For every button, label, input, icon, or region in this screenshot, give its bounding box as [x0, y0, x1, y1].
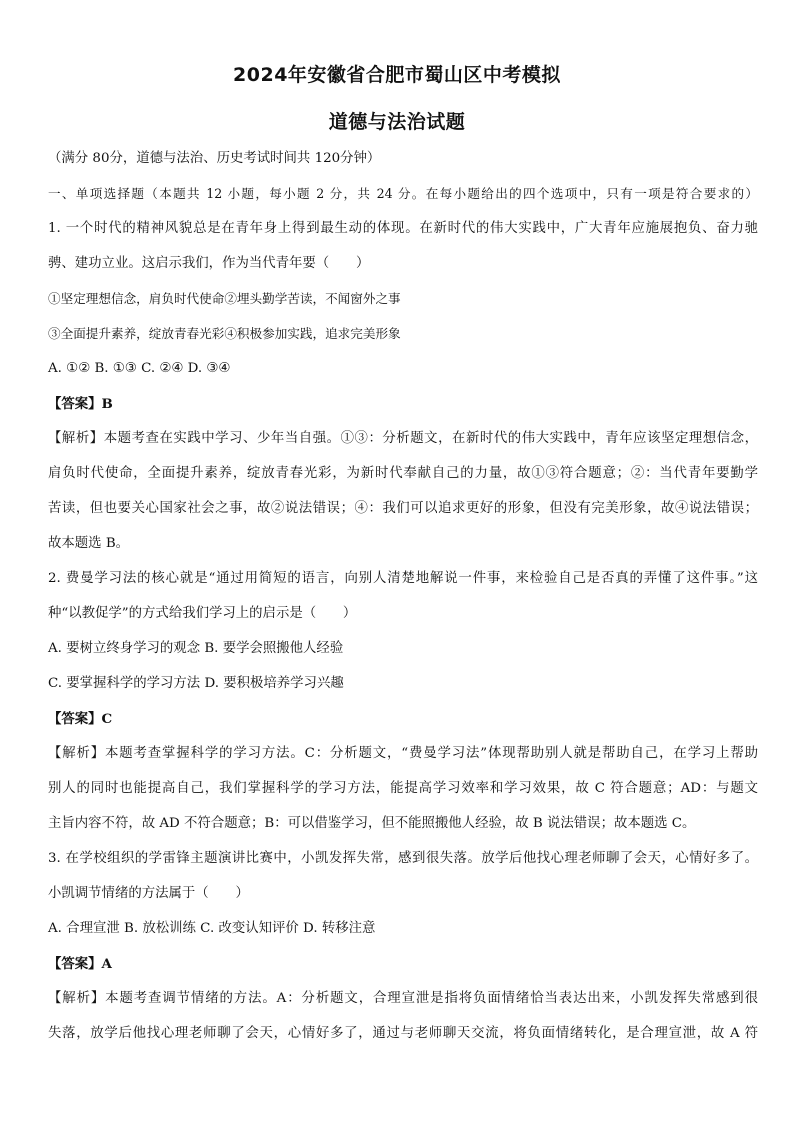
q1-explanation-line-4: 故本题选 B。: [48, 536, 130, 551]
q1-explanation-line-2: 肩负时代使命，全面提升素养，绽放青春光彩，为新时代奉献自己的力量，故①③符合题意；②：当代青年要勤学: [48, 466, 758, 481]
q3-answer: 【答案】A: [48, 956, 112, 972]
q3-stem-line-1: 3. 在学校组织的学雷锋主题演讲比赛中，小凯发挥失常，感到很失落。放学后他找心理老师聊了会天，心情好多了。: [48, 851, 758, 866]
q1-stem-line-1: 1. 一个时代的精神风貌总是在青年身上得到最生动的体现。在新时代的伟大实践中，广大青年应施展抱负、奋力驰: [48, 221, 758, 236]
page-subtitle: 道德与法治试题: [328, 111, 466, 133]
q1-item-line-2: ③全面提升素养，绽放青春光彩④积极参加实践，追求完美形象: [48, 326, 401, 341]
q1-options: A. ①② B. ①③ C. ②④ D. ③④: [48, 361, 231, 376]
section-heading: 一、单项选择题（本题共 12 小题，每小题 2 分，共 24 分。在每小题给出的四个选项中，只有一项是符合要求的）: [48, 186, 758, 201]
q2-options-line-1: A. 要树立终身学习的观念 B. 要学会照搬他人经验: [48, 641, 344, 656]
page-title: 2024年安徽省合肥市蜀山区中考模拟: [233, 64, 561, 86]
q2-explanation-line-1: 【解析】本题考查掌握科学的学习方法。C：分析题文，“费曼学习法”体现帮助别人就是帮助自己，在学习上帮助: [48, 746, 758, 761]
q2-options-line-2: C. 要掌握科学的学习方法 D. 要积极培养学习兴趣: [48, 676, 344, 691]
q3-stem-line-2: 小凯调节情绪的方法属于（ ）: [48, 886, 249, 901]
q2-stem-line-2: 种“以教促学”的方式给我们学习上的启示是（ ）: [48, 606, 357, 621]
q2-explanation-line-3: 主旨内容不符，故 AD 不符合题意；B：可以借鉴学习，但不能照搬他人经验，故 B 说法错误；故本题选 C。: [48, 816, 696, 831]
q1-item-line-1: ①坚定理想信念，肩负时代使命②埋头勤学苦读，不闻窗外之事: [48, 291, 401, 306]
exam-note: （满分 80分，道德与法治、历史考试时间共 120分钟）: [48, 151, 381, 166]
q3-explanation-line-1: 【解析】本题考查调节情绪的方法。A：分析题文，合理宣泄是指将负面情绪恰当表达出来，小凯发挥失常感到很: [48, 991, 758, 1006]
q2-stem-line-1: 2. 费曼学习法的核心就是“通过用简短的语言，向别人清楚地解说一件事，来检验自己是否真的弄懂了这件事。”这: [48, 571, 758, 586]
q1-answer: 【答案】B: [48, 396, 113, 412]
q1-stem-line-2: 骋、建功立业。这启示我们，作为当代青年要（ ）: [48, 256, 370, 271]
q3-options: A. 合理宣泄 B. 放松训练 C. 改变认知评价 D. 转移注意: [48, 921, 376, 936]
q2-explanation-line-2: 别人的同时也能提高自己，我们掌握科学的学习方法，能提高学习效率和学习效果，故 C 符合题意；AD：与题文: [48, 781, 758, 796]
q1-explanation-line-3: 苦读，但也要关心国家社会之事，故②说法错误；④：我们可以追求更好的形象，但没有完美形象，故④说法错误；: [48, 501, 758, 516]
q1-explanation-line-1: 【解析】本题考查在实践中学习、少年当自强。①③：分析题文，在新时代的伟大实践中，青年应该坚定理想信念，: [48, 431, 758, 446]
q2-answer: 【答案】C: [48, 711, 113, 727]
q3-explanation-line-2: 失落，放学后他找心理老师聊了会天，心情好多了，通过与老师聊天交流，将负面情绪转化，是合理宣泄，故 A 符: [48, 1026, 758, 1041]
